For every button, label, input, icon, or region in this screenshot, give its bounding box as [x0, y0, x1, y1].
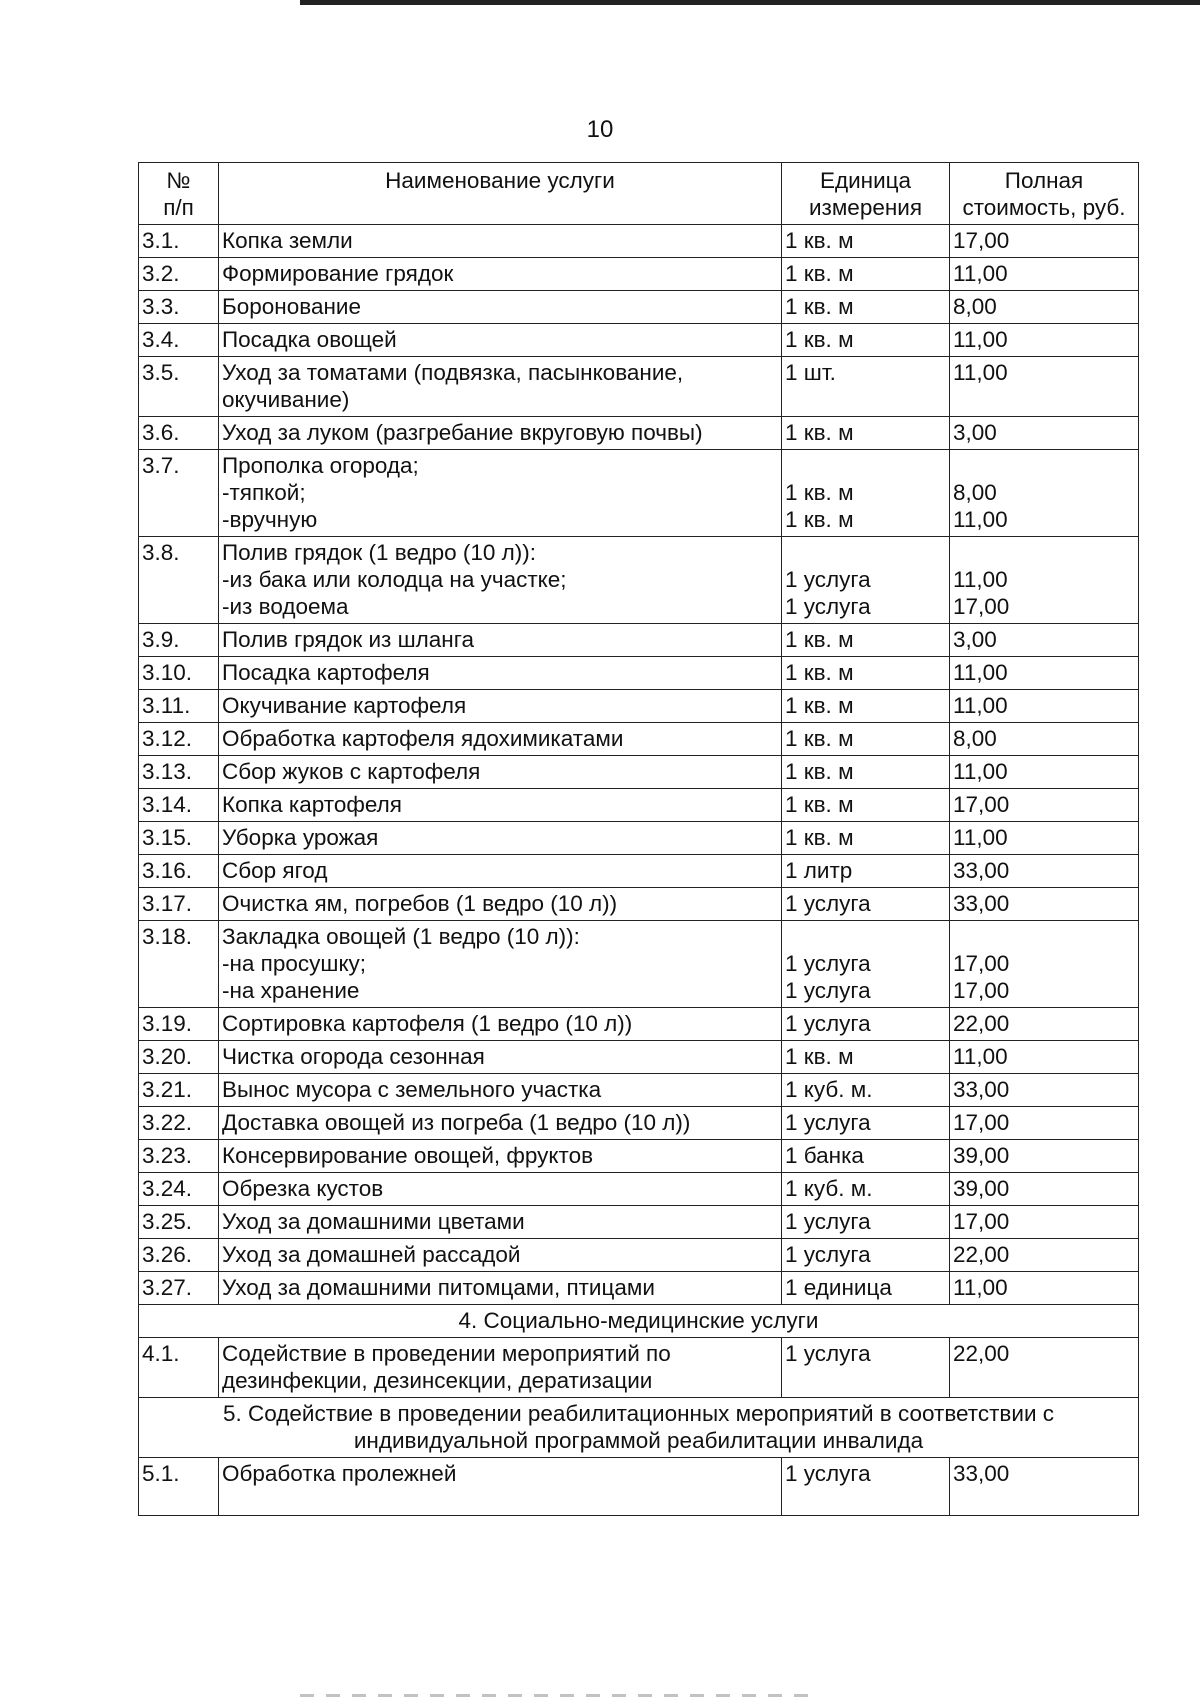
full-cost: 39,00 [950, 1140, 1139, 1173]
row-number: 3.5. [139, 357, 219, 417]
header-num: № п/п [139, 163, 219, 225]
service-name: Чистка огорода сезонная [219, 1041, 782, 1074]
table-row [139, 921, 1139, 1008]
section-title: 5. Содействие в проведении реабилитационных мероприятий в соответствии с индивидуальной программой реабилитации инвалида [139, 1398, 1139, 1458]
table-row [139, 225, 1139, 258]
unit-of-measure: 1 кв. м [782, 258, 950, 291]
table-row [139, 657, 1139, 690]
row-number: 3.12. [139, 723, 219, 756]
full-cost: 33,00 [950, 1458, 1139, 1516]
full-cost: 11,00 [950, 324, 1139, 357]
full-cost: 39,00 [950, 1173, 1139, 1206]
table-row [139, 1239, 1139, 1272]
service-name: Обрезка кустов [219, 1173, 782, 1206]
service-name: Сбор ягод [219, 855, 782, 888]
unit-of-measure: 1 кв. м [782, 657, 950, 690]
services-price-table [138, 162, 1139, 1516]
full-cost: 11,00 [950, 1041, 1139, 1074]
service-name: Уход за домашними цветами [219, 1206, 782, 1239]
unit-of-measure: 1 банка [782, 1140, 950, 1173]
service-name: Сбор жуков с картофеля [219, 756, 782, 789]
service-name: Вынос мусора с земельного участка [219, 1074, 782, 1107]
service-name: Полив грядок (1 ведро (10 л)): -из бака или колодца на участке; -из водоема [219, 537, 782, 624]
service-name: Уход за домашними питомцами, птицами [219, 1272, 782, 1305]
unit-of-measure: 1 кв. м [782, 324, 950, 357]
service-name: Копка картофеля [219, 789, 782, 822]
full-cost: 33,00 [950, 855, 1139, 888]
row-number: 3.4. [139, 324, 219, 357]
service-name: Уход за томатами (подвязка, пасынкование, окучивание) [219, 357, 782, 417]
unit-of-measure: 1 шт. [782, 357, 950, 417]
table-row [139, 417, 1139, 450]
unit-of-measure: 1 кв. м [782, 1041, 950, 1074]
unit-of-measure: 1 услуга [782, 1008, 950, 1041]
row-number: 3.17. [139, 888, 219, 921]
full-cost: 11,00 [950, 690, 1139, 723]
unit-of-measure: 1 литр [782, 855, 950, 888]
top-edge-rule [300, 0, 1200, 5]
service-name: Уход за луком (разгребание вкруговую почвы) [219, 417, 782, 450]
unit-of-measure: 1 кв. м [782, 690, 950, 723]
full-cost: 11,00 17,00 [950, 537, 1139, 624]
service-name: Обработка пролежней [219, 1458, 782, 1516]
full-cost: 11,00 [950, 822, 1139, 855]
unit-of-measure: 1 кв. м [782, 624, 950, 657]
unit-of-measure: 1 кв. м 1 кв. м [782, 450, 950, 537]
full-cost: 17,00 [950, 1206, 1139, 1239]
row-number: 3.14. [139, 789, 219, 822]
unit-of-measure: 1 услуга [782, 888, 950, 921]
table-row [139, 1107, 1139, 1140]
table-row [139, 855, 1139, 888]
full-cost: 17,00 17,00 [950, 921, 1139, 1008]
unit-of-measure: 1 услуга [782, 1239, 950, 1272]
service-name: Окучивание картофеля [219, 690, 782, 723]
row-number: 3.7. [139, 450, 219, 537]
row-number: 3.25. [139, 1206, 219, 1239]
table-row [139, 1206, 1139, 1239]
table-body [139, 225, 1139, 1516]
scan-artifact-marks [300, 1694, 820, 1697]
service-name: Посадка картофеля [219, 657, 782, 690]
table-row [139, 450, 1139, 537]
row-number: 3.24. [139, 1173, 219, 1206]
header-row [139, 163, 1139, 225]
row-number: 3.6. [139, 417, 219, 450]
table-row [139, 822, 1139, 855]
service-name: Консервирование овощей, фруктов [219, 1140, 782, 1173]
unit-of-measure: 1 куб. м. [782, 1074, 950, 1107]
row-number: 3.8. [139, 537, 219, 624]
table-row [139, 258, 1139, 291]
unit-of-measure: 1 услуга 1 услуга [782, 921, 950, 1008]
service-name: Формирование грядок [219, 258, 782, 291]
row-number: 3.22. [139, 1107, 219, 1140]
row-number: 3.9. [139, 624, 219, 657]
header-cost: Полная стоимость, руб. [950, 163, 1139, 225]
full-cost: 3,00 [950, 417, 1139, 450]
unit-of-measure: 1 единица [782, 1272, 950, 1305]
service-name: Содействие в проведении мероприятий по дезинфекции, дезинсекции, дератизации [219, 1338, 782, 1398]
full-cost: 17,00 [950, 225, 1139, 258]
service-name: Сортировка картофеля (1 ведро (10 л)) [219, 1008, 782, 1041]
service-name: Прополка огорода; -тяпкой; -вручную [219, 450, 782, 537]
full-cost: 33,00 [950, 1074, 1139, 1107]
unit-of-measure: 1 кв. м [782, 723, 950, 756]
service-name: Очистка ям, погребов (1 ведро (10 л)) [219, 888, 782, 921]
unit-of-measure: 1 кв. м [782, 822, 950, 855]
unit-of-measure: 1 услуга [782, 1206, 950, 1239]
section-header-row [139, 1398, 1139, 1458]
unit-of-measure: 1 услуга 1 услуга [782, 537, 950, 624]
row-number: 3.10. [139, 657, 219, 690]
service-name: Уборка урожая [219, 822, 782, 855]
service-name: Боронование [219, 291, 782, 324]
service-name: Посадка овощей [219, 324, 782, 357]
unit-of-measure: 1 услуга [782, 1338, 950, 1398]
table-row [139, 357, 1139, 417]
full-cost: 17,00 [950, 789, 1139, 822]
row-number: 3.1. [139, 225, 219, 258]
table-row [139, 789, 1139, 822]
unit-of-measure: 1 услуга [782, 1458, 950, 1516]
full-cost: 22,00 [950, 1338, 1139, 1398]
full-cost: 8,00 11,00 [950, 450, 1139, 537]
row-number: 3.23. [139, 1140, 219, 1173]
table-row [139, 1173, 1139, 1206]
full-cost: 17,00 [950, 1107, 1139, 1140]
table-row [139, 690, 1139, 723]
table-row [139, 1140, 1139, 1173]
service-name: Копка земли [219, 225, 782, 258]
unit-of-measure: 1 кв. м [782, 756, 950, 789]
unit-of-measure: 1 кв. м [782, 417, 950, 450]
row-number: 3.20. [139, 1041, 219, 1074]
table-row [139, 1008, 1139, 1041]
row-number: 4.1. [139, 1338, 219, 1398]
full-cost: 3,00 [950, 624, 1139, 657]
section-title: 4. Социально-медицинские услуги [139, 1305, 1139, 1338]
unit-of-measure: 1 услуга [782, 1107, 950, 1140]
row-number: 3.16. [139, 855, 219, 888]
service-name: Доставка овощей из погреба (1 ведро (10 л)) [219, 1107, 782, 1140]
table-row [139, 1458, 1139, 1516]
full-cost: 33,00 [950, 888, 1139, 921]
full-cost: 11,00 [950, 756, 1139, 789]
table-row [139, 324, 1139, 357]
row-number: 3.15. [139, 822, 219, 855]
service-name: Уход за домашней рассадой [219, 1239, 782, 1272]
header-name: Наименование услуги [219, 163, 782, 225]
row-number: 3.11. [139, 690, 219, 723]
table-header [139, 163, 1139, 225]
table-row [139, 1338, 1139, 1398]
full-cost: 22,00 [950, 1008, 1139, 1041]
section-header-row [139, 1305, 1139, 1338]
full-cost: 11,00 [950, 258, 1139, 291]
row-number: 3.2. [139, 258, 219, 291]
unit-of-measure: 1 кв. м [782, 291, 950, 324]
full-cost: 8,00 [950, 723, 1139, 756]
table-row [139, 888, 1139, 921]
table-row [139, 1074, 1139, 1107]
header-unit: Единица измерения [782, 163, 950, 225]
row-number: 3.21. [139, 1074, 219, 1107]
table-row [139, 624, 1139, 657]
row-number: 3.26. [139, 1239, 219, 1272]
table-row [139, 1041, 1139, 1074]
table-row [139, 756, 1139, 789]
unit-of-measure: 1 кв. м [782, 225, 950, 258]
row-number: 3.13. [139, 756, 219, 789]
service-name: Обработка картофеля ядохимикатами [219, 723, 782, 756]
unit-of-measure: 1 кв. м [782, 789, 950, 822]
row-number: 5.1. [139, 1458, 219, 1516]
full-cost: 11,00 [950, 657, 1139, 690]
table-row [139, 1272, 1139, 1305]
full-cost: 11,00 [950, 1272, 1139, 1305]
full-cost: 22,00 [950, 1239, 1139, 1272]
row-number: 3.3. [139, 291, 219, 324]
unit-of-measure: 1 куб. м. [782, 1173, 950, 1206]
row-number: 3.27. [139, 1272, 219, 1305]
full-cost: 8,00 [950, 291, 1139, 324]
service-name: Закладка овощей (1 ведро (10 л)): -на просушку; -на хранение [219, 921, 782, 1008]
row-number: 3.18. [139, 921, 219, 1008]
table-row [139, 537, 1139, 624]
table-row [139, 723, 1139, 756]
table-row [139, 291, 1139, 324]
full-cost: 11,00 [950, 357, 1139, 417]
row-number: 3.19. [139, 1008, 219, 1041]
page-number: 10 [586, 116, 614, 143]
service-name: Полив грядок из шланга [219, 624, 782, 657]
